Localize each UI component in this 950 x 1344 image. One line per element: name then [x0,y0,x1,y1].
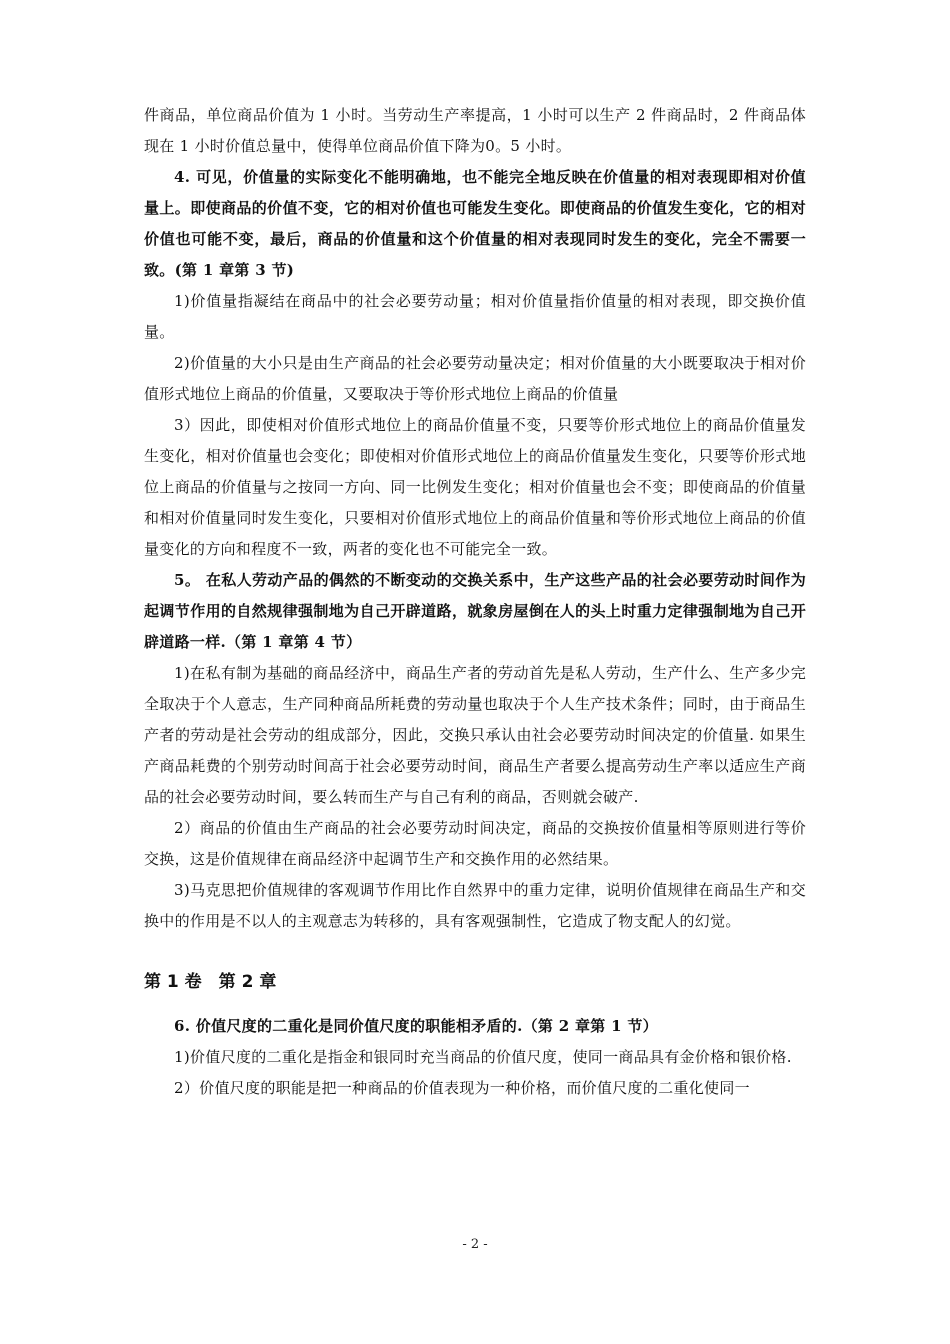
paragraph-group-b [144,1011,806,1104]
paragraph: 4. 可见，价值量的实际变化不能明确地，也不能完全地反映在价值量的相对表现即相对价值量上。即使商品的价值不变，它的相对价值也可能发生变化。即使商品的价值发生变化，它的相对价值也可能不变，最后，商品的价值量和这个价值量的相对表现同时发生的变化，完全不需要一致。(第 1 章第 3 节) [144,168,806,279]
section-gap [144,937,806,949]
paragraph-group-a [144,100,806,937]
section-heading: 第 1 卷 第 2 章 [144,972,277,992]
paragraph: 2)价值量的大小只是由生产商品的社会必要劳动量决定；相对价值量的大小既要取决于相对价值形式地位上商品的价值量，又要取决于等价形式地位上商品的价值量 [144,354,806,403]
paragraph: 1)价值尺度的二重化是指金和银同时充当商品的价值尺度，使同一商品具有金价格和银价格. [174,1048,792,1066]
paragraph: 1)价值量指凝结在商品中的社会必要劳动量；相对价值量指价值量的相对表现，即交换价值量。 [144,292,806,341]
paragraph: 件商品，单位商品价值为 1 小时。当劳动生产率提高，1 小时可以生产 2 件商品时，2 件商品体现在 1 小时价值总量中，使得单位商品价值下降为0。5 小时。 [144,106,806,155]
page-content [144,100,806,1104]
paragraph: 3)马克思把价值规律的客观调节作用比作自然界中的重力定律，说明价值规律在商品生产和交换中的作用是不以人的主观意志为转移的，具有客观强制性，它造成了物支配人的幻觉。 [144,881,806,930]
paragraph: 5。 在私人劳动产品的偶然的不断变动的交换关系中，生产这些产品的社会必要劳动时间作为起调节作用的自然规律强制地为自己开辟道路，就象房屋倒在人的头上时重力定律强制地为自己开辟道路一样.（第 1 章第 4 节） [144,571,806,651]
paragraph: 2）价值尺度的职能是把一种商品的价值表现为一种价格，而价值尺度的二重化使同一 [174,1079,750,1097]
paragraph: 3）因此，即使相对价值形式地位上的商品价值量不变，只要等价形式地位上的商品价值量发生变化，相对价值量也会变化；即使相对价值形式地位上的商品价值量发生变化，只要等价形式地位上商品的价值量与之按同一方向、同一比例发生变化；相对价值量也会不变；即使商品的价值量和相对价值量同时发生变化，只要相对价值形式地位上的商品价值量和等价形式地位上商品的价值量变化的方向和程度不一致，两者的变化也不可能完全一致。 [144,416,806,558]
paragraph: 6. 价值尺度的二重化是同价值尺度的职能相矛盾的.（第 2 章第 1 节） [174,1017,658,1035]
page-number: - 2 - [462,1237,488,1252]
paragraph: 2）商品的价值由生产商品的社会必要劳动时间决定，商品的交换按价值量相等原则进行等价交换，这是价值规律在商品经济中起调节生产和交换作用的必然结果。 [144,819,806,868]
paragraph: 1)在私有制为基础的商品经济中，商品生产者的劳动首先是私人劳动，生产什么、生产多少完全取决于个人意志，生产同种商品所耗费的劳动量也取决于个人生产技术条件；同时，由于商品生产者的劳动是社会劳动的组成部分，因此，交换只承认由社会必要劳动时间决定的价值量. 如果生产商品耗费的个别劳动时间高于社会必要劳动时间，商品生产者要么提高劳动生产率以适应生产商品的社会必要劳动时间，要么转而生产与自己有利的商品，否则就会破产. [144,664,806,806]
